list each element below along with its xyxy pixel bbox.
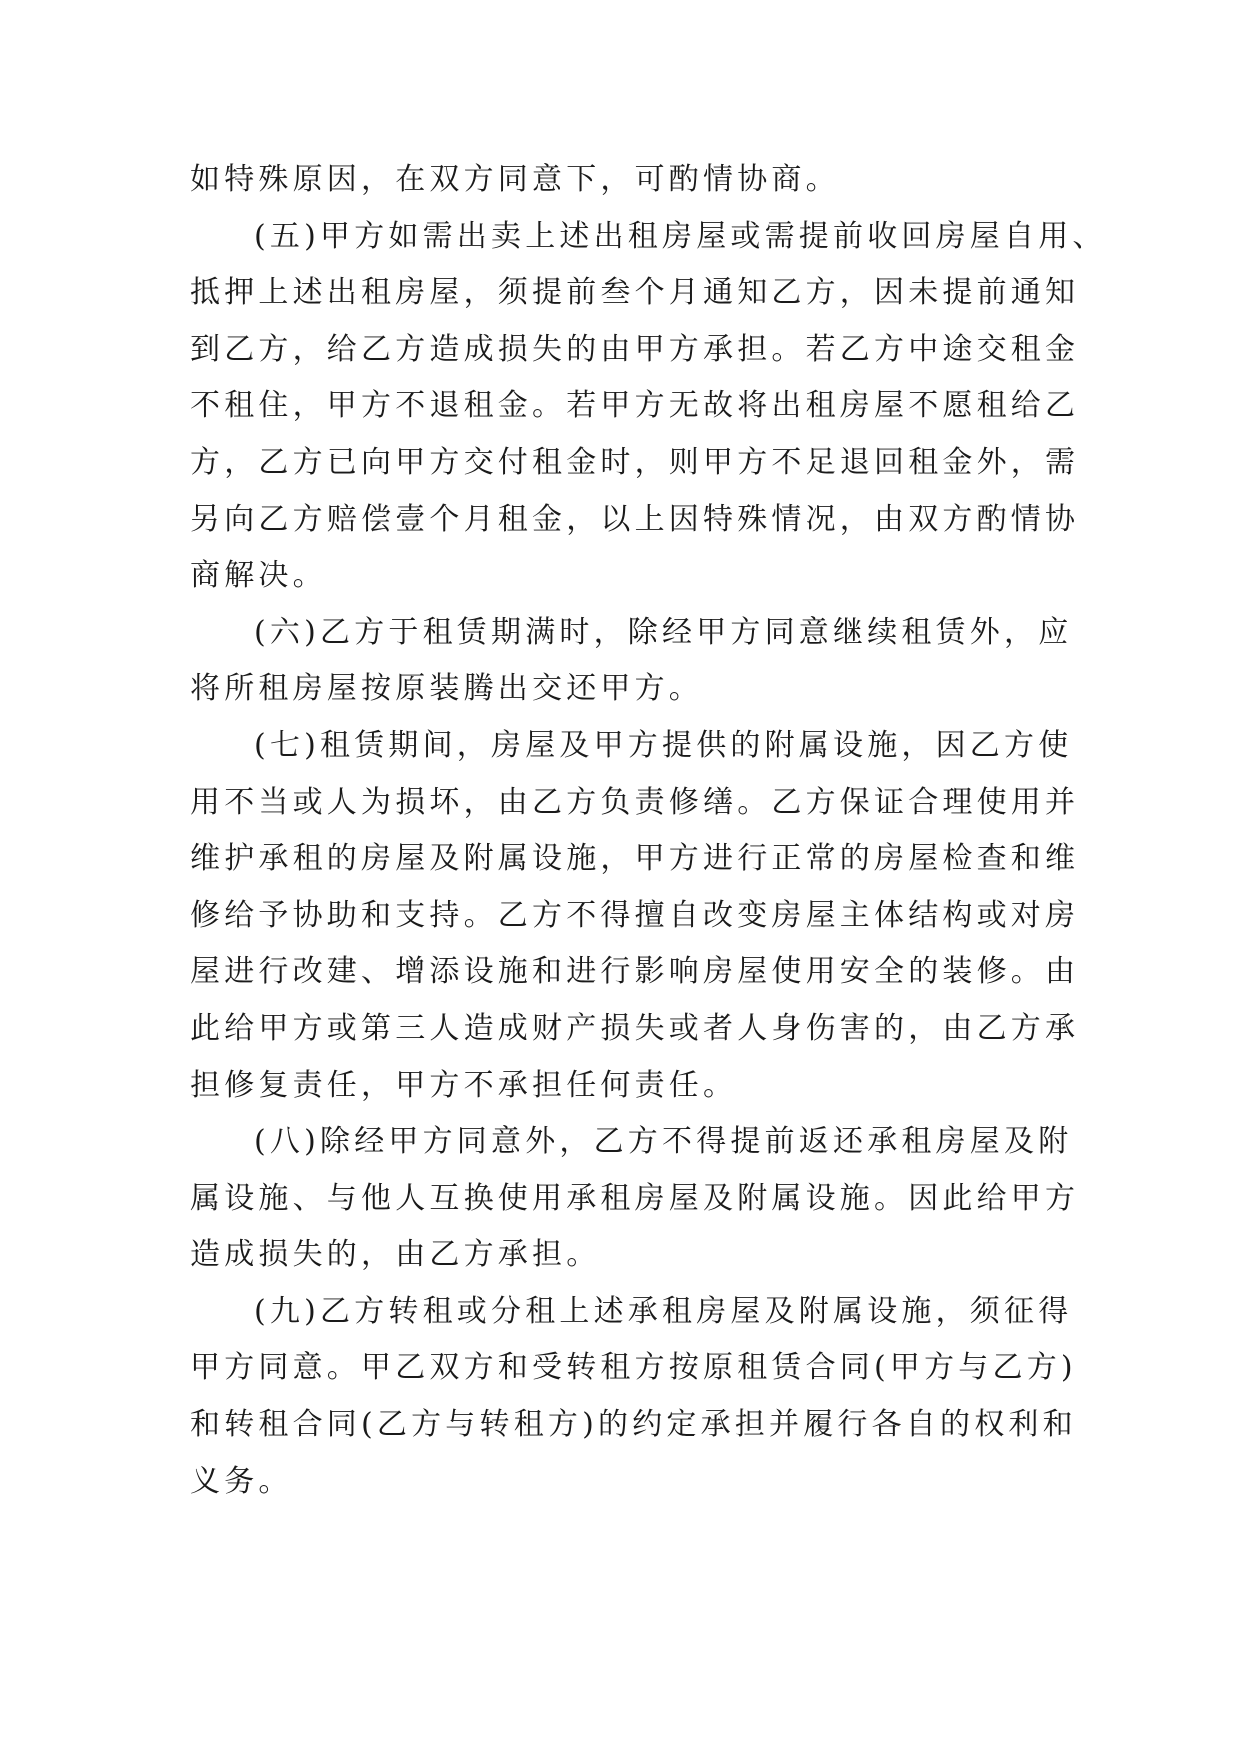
contract-body (190, 152, 1107, 1510)
text-line: 修给予协助和支持。乙方不得擅自改变房屋主体结构或对房 (190, 897, 1080, 933)
text-line: 到乙方，给乙方造成损失的由甲方承担。若乙方中途交租金 (190, 331, 1080, 367)
paragraph-clause-five (190, 209, 1107, 605)
text-line: 和转租合同(乙方与转租方)的约定承担并履行各自的权利和 (190, 1407, 1077, 1443)
paragraph-clause-seven (190, 718, 1090, 1114)
text-line: 屋进行改建、增添设施和进行影响房屋使用安全的装修。由 (190, 954, 1080, 990)
text-line: 维护承租的房屋及附属设施，甲方进行正常的房屋检查和维 (190, 841, 1080, 877)
text-line: (五)甲方如需出卖上述出租房屋或需提前收回房屋自用、 (254, 218, 1107, 254)
text-line: (九)乙方转租或分租上述承租房屋及附属设施，须征得 (254, 1293, 1073, 1329)
text-line: 造成损失的，由乙方承担。 (190, 1237, 601, 1273)
text-line: 属设施、与他人互换使用承租房屋及附属设施。因此给甲方 (190, 1180, 1080, 1216)
text-line: 担修复责任，甲方不承担任何责任。 (190, 1067, 738, 1103)
text-line: 抵押上述出租房屋，须提前叁个月通知乙方，因未提前通知 (190, 275, 1080, 311)
text-line: 另向乙方赔偿壹个月租金，以上因特殊情况，由双方酌情协 (190, 501, 1080, 537)
text-line: 甲方同意。甲乙双方和受转租方按原租赁合同(甲方与乙方) (190, 1350, 1077, 1386)
text-line: (六)乙方于租赁期满时，除经甲方同意继续租赁外，应 (254, 614, 1073, 650)
paragraph-continuation (190, 152, 1090, 209)
text-line: 如特殊原因，在双方同意下，可酌情协商。 (190, 162, 840, 197)
text-line: 不租住，甲方不退租金。若甲方无故将出租房屋不愿租给乙 (190, 388, 1080, 424)
text-line: (八)除经甲方同意外，乙方不得提前返还承租房屋及附 (254, 1124, 1073, 1160)
text-line: 此给甲方或第三人造成财产损失或者人身伤害的，由乙方承 (190, 1010, 1080, 1046)
text-line: 将所租房屋按原装腾出交还甲方。 (190, 671, 703, 707)
text-line: 商解决。 (190, 558, 327, 594)
paragraph-clause-eight (190, 1114, 1090, 1284)
paragraph-clause-nine (190, 1284, 1090, 1510)
paragraph-clause-six (190, 605, 1090, 718)
text-line: 用不当或人为损坏，由乙方负责修缮。乙方保证合理使用并 (190, 784, 1080, 820)
text-line: 义务。 (190, 1463, 293, 1499)
text-line: 方，乙方已向甲方交付租金时，则甲方不足退回租金外，需 (190, 444, 1080, 480)
text-line: (七)租赁期间，房屋及甲方提供的附属设施，因乙方使 (254, 727, 1073, 763)
